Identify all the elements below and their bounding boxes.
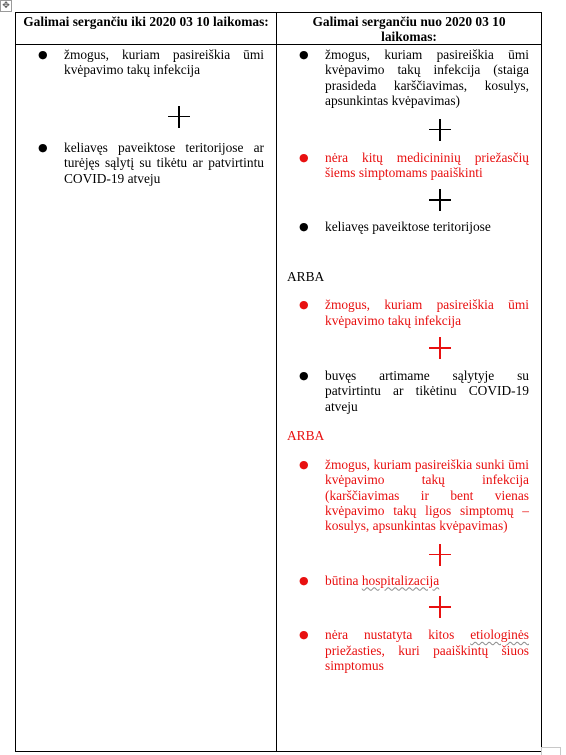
plus-icon: [429, 189, 451, 211]
table-move-handle-icon[interactable]: ✥: [0, 0, 12, 12]
plus-icon: [429, 596, 451, 618]
list-item-text: keliavęs paveiktose teritorijose ar turėjęs sąlytį su tikėtu ar patvirtintu COVID-19 atveju: [64, 139, 264, 186]
list-item-text: [325, 573, 439, 588]
plus-icon: [429, 544, 451, 566]
comparison-table: [15, 12, 542, 752]
plus-icon: [429, 119, 451, 141]
bullet-dot-icon: ●: [299, 220, 309, 234]
table-body-row: [16, 45, 542, 752]
list-item-text-part: būtina: [325, 572, 362, 588]
left-column-cell[interactable]: [16, 45, 277, 752]
bullet-dot-icon: ●: [38, 140, 48, 154]
list-item: [281, 573, 529, 588]
list-item-text: buvęs artimame sąlytyje su patvirtintu ar tikėtinu COVID-19 atveju: [325, 368, 529, 414]
list-item: [20, 140, 264, 186]
bullet-dot-icon: ●: [299, 298, 309, 312]
bullet-dot-icon: ●: [299, 369, 309, 383]
bullet-dot-icon: ●: [299, 628, 309, 642]
list-item-text: žmogus, kuriam pasireiškia ūmi kvėpavimo takų infekcija: [325, 297, 529, 328]
list-item-text: žmogus, kuriam pasireiškia sunki ūmi kvėpavimo takų infekcija (karščiavimas ir bent vienas kvėpavimo takų ligos simptomų – kosulys, apsunkintas kvėpavimas): [325, 456, 529, 534]
list-item-text: žmogus, kuriam pasireiškia ūmi kvėpavimo takų infekcija (staiga prasideda karščiavimas, kosulys, apsunkintas kvėpavimas): [325, 47, 529, 109]
bullet-dot-icon: ●: [38, 48, 48, 61]
right-column-cell[interactable]: [277, 45, 542, 752]
list-item: [281, 368, 529, 414]
bullet-dot-icon: ●: [299, 48, 309, 61]
spellcheck-word: etiologinės: [470, 627, 529, 643]
list-item-text: [325, 627, 529, 673]
list-item-text-part: priežasties, kuri paaiškintų šiuos simptomus: [325, 642, 529, 673]
list-item-text-part: nėra nustatyta kitos: [325, 627, 471, 643]
bullet-dot-icon: ●: [299, 457, 309, 471]
bullet-dot-icon: ●: [299, 573, 309, 587]
list-item: [281, 150, 529, 181]
list-item: [281, 219, 529, 234]
bullet-dot-icon: ●: [299, 150, 309, 164]
list-item: [281, 627, 529, 673]
plus-icon: [168, 106, 190, 128]
table-header-row: [16, 13, 542, 45]
arba-label: ARBA: [287, 268, 325, 284]
list-item: [281, 297, 529, 328]
list-item-text: keliavęs paveiktose teritorijose: [325, 219, 491, 235]
list-item-text: nėra kitų medicininių priežasčių šiems simptomams paaiškinti: [325, 149, 529, 181]
list-item: [20, 47, 264, 78]
arba-label: ARBA: [287, 428, 325, 444]
header-left: Galimai sergančiu iki 2020 03 10 laikomas:: [16, 13, 277, 45]
list-item-text: žmogus, kuriam pasireiškia ūmi kvėpavimo takų infekcija: [64, 47, 264, 78]
list-item: [281, 457, 529, 534]
list-item: [281, 47, 529, 109]
page-corner-mark: [541, 747, 561, 755]
plus-icon: [429, 337, 451, 359]
spellcheck-word: hospitalizacija: [361, 572, 440, 588]
header-right: Galimai sergančiu nuo 2020 03 10 laikomas:: [277, 13, 542, 45]
